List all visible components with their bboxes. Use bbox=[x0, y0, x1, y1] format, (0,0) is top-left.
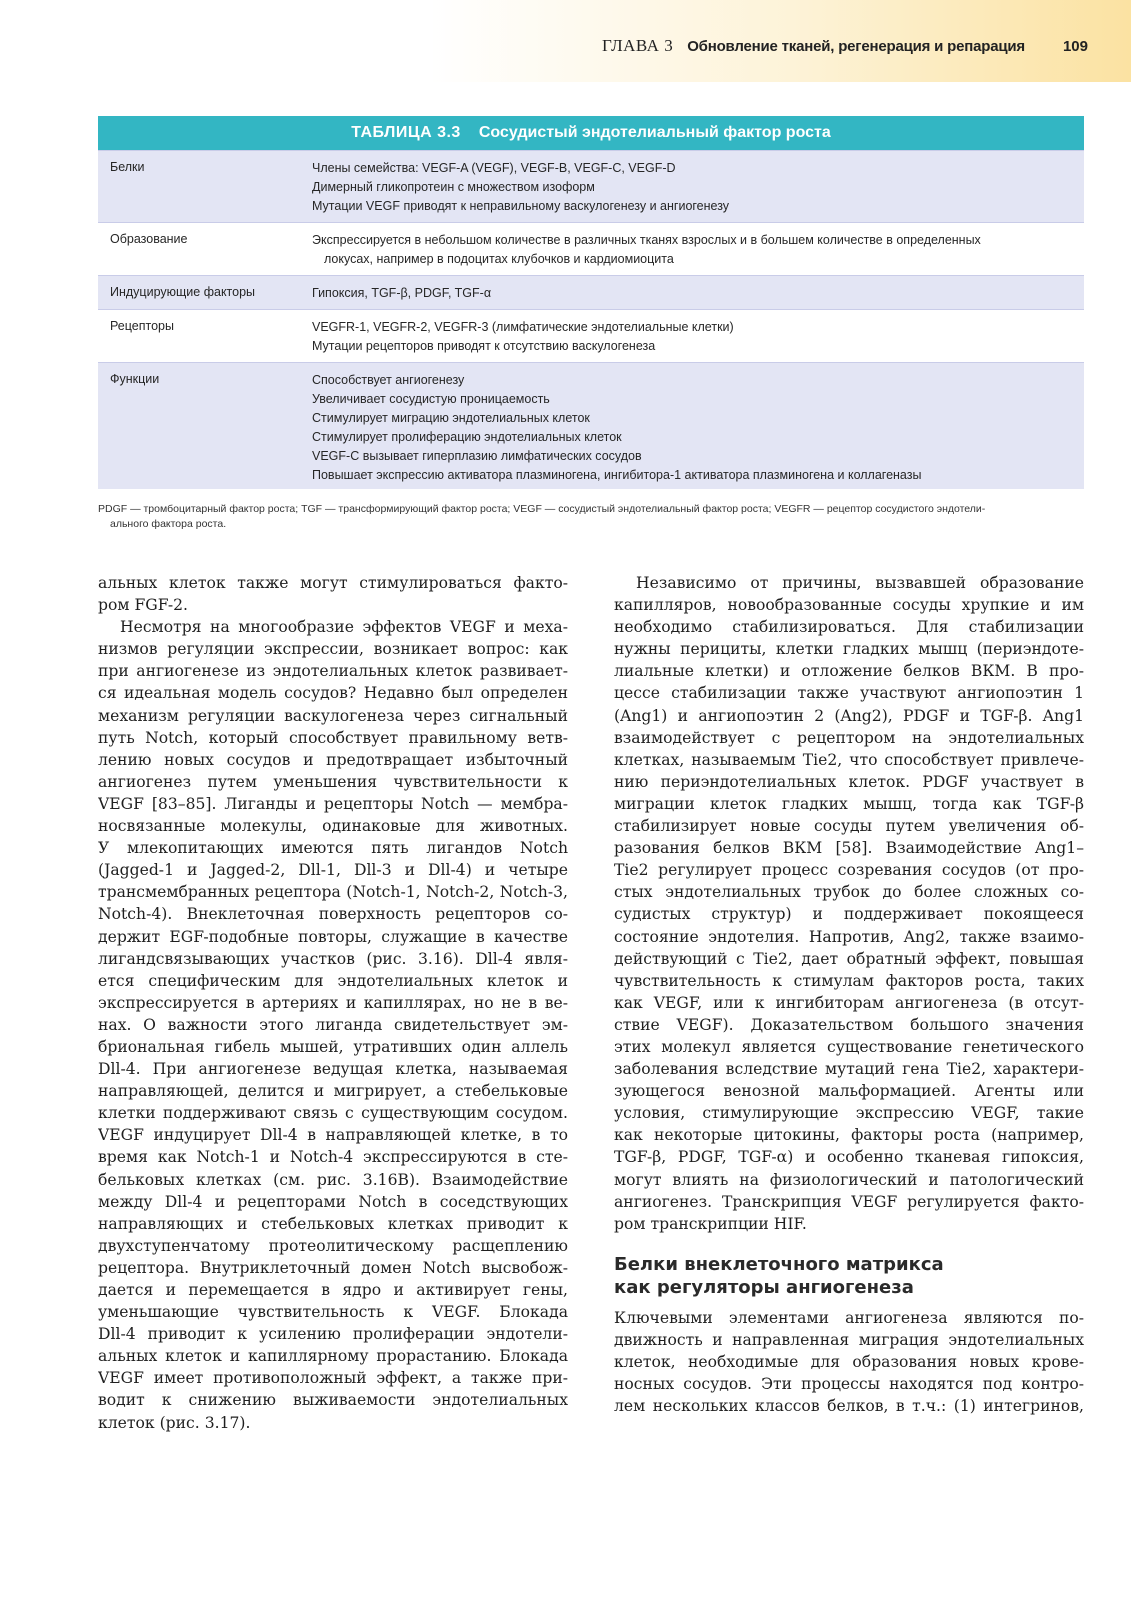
row-cell-text: Мутации VEGF приводят к неправильному васкулогенезу и ангиогенезу bbox=[312, 199, 730, 213]
text-line: зующегося венозной мальформацией. Агенты или bbox=[614, 1082, 1084, 1101]
text-line: время как Notch-1 и Notch-4 экспрессируются в сте- bbox=[98, 1148, 568, 1167]
text-line: носвязанные молекулы, одинаковые для животных. bbox=[98, 817, 568, 836]
text-line: Ключевыми элементами ангиогенеза являются по- bbox=[614, 1308, 1084, 1327]
text-line: VEGF [83–85]. Лиганды и рецепторы Notch — мембра- bbox=[98, 794, 568, 813]
text-line: TGF-β, PDGF, TGF-α) и особенно тканевая гипоксия, bbox=[614, 1148, 1084, 1167]
text-line: клеток (рис. 3.17). bbox=[98, 1413, 251, 1432]
running-header bbox=[602, 36, 1088, 60]
row-cell-text: Димерный гликопротеин с множеством изоформ bbox=[312, 180, 595, 194]
text-line: движность и направленная миграция эндотелиальных bbox=[614, 1330, 1084, 1349]
row-cells bbox=[312, 310, 1084, 362]
text-line: Независимо от причины, вызвавшей образование bbox=[636, 574, 1084, 592]
row-label: Индуцирующие факторы bbox=[110, 285, 256, 299]
text-line: ангиогенез. Транскрипция VEGF регулируется факто- bbox=[614, 1192, 1084, 1211]
text-line: необходимо стабилизироваться. Для стабилизации bbox=[614, 618, 1084, 637]
right-text-column bbox=[614, 572, 1084, 1417]
text-line: лению новых сосудов и предотвращает избыточный bbox=[98, 750, 568, 769]
right-paragraph bbox=[614, 572, 1084, 1235]
row-cells bbox=[312, 363, 1084, 489]
row-cell-text: Стимулирует миграцию эндотелиальных клеток bbox=[312, 411, 590, 425]
text-line: трансмембранных рецептора (Notch-1, Notch-2, Notch-3, bbox=[98, 883, 568, 902]
text-line: путь Notch, который способствует правильному ветв- bbox=[98, 728, 568, 747]
text-line: при ангиогенезе из эндотелиальных клеток развивает- bbox=[98, 662, 568, 681]
text-line: нию периэндотелиальных клеток. PDGF участвует в bbox=[614, 772, 1084, 791]
row-cell-text: Члены семейства: VEGF-A (VEGF), VEGF-B, VEGF-C, VEGF-D bbox=[312, 161, 676, 175]
table-row bbox=[98, 275, 1084, 309]
text-line: капилляров, новообразованные сосуды хрупкие и им bbox=[614, 596, 1084, 615]
text-line: стабилизирует новые сосуды путем увеличения об- bbox=[614, 817, 1084, 836]
row-label: Образование bbox=[110, 232, 188, 246]
text-line: экспрессируется в артериях и капиллярах, но не в ве- bbox=[98, 993, 568, 1012]
text-line: разования белков ВКМ [58]. Взаимодействие Ang1– bbox=[614, 839, 1084, 858]
text-line: VEGF индуцирует Dll-4 в направляющей клетке, в то bbox=[98, 1126, 568, 1145]
row-cell-text: Увеличивает сосудистую проницаемость bbox=[312, 392, 550, 406]
row-label: Функции bbox=[110, 372, 160, 386]
text-line: Dll-4 приводит к усилению пролиферации эндотели- bbox=[98, 1325, 568, 1344]
text-line: ангиогенез путем уменьшения чувствительности к bbox=[98, 772, 568, 791]
text-line: (Ang1) и ангиопоэтин 2 (Ang2), PDGF и TGF-β. Ang1 bbox=[614, 706, 1084, 725]
table-row bbox=[98, 150, 1084, 222]
text-line: бельковых клетках (см. рис. 3.16B). Взаимодействие bbox=[98, 1170, 568, 1189]
text-line: лигандсвязывающих участков (рис. 3.16). Dll-4 явля- bbox=[98, 949, 568, 968]
text-line: Несмотря на многообразие эффектов VEGF и меха- bbox=[120, 618, 568, 637]
table-row bbox=[98, 222, 1084, 275]
text-line: взаимодействует с рецептором на эндотелиальных bbox=[614, 728, 1084, 747]
text-line: могут влиять на физиологический и патологический bbox=[614, 1170, 1084, 1189]
row-cell-text: локусах, например в подоцитах клубочков и кардиомиоцита bbox=[324, 252, 674, 266]
table-caption: Сосудистый эндотелиальный фактор роста bbox=[478, 124, 831, 141]
text-line: чувствительность к стимулам факторов роста, таких bbox=[614, 971, 1084, 990]
table-number: ТАБЛИЦА 3.3 bbox=[351, 124, 461, 141]
text-line: этих молекул является существование генетического bbox=[614, 1037, 1084, 1056]
text-line: VEGF имеет противоположный эффект, а также при- bbox=[98, 1369, 568, 1388]
text-line: заболевания вследствие мутаций гена Tie2, характери- bbox=[614, 1060, 1084, 1079]
text-line: Tie2 регулирует процесс созревания сосудов (от про- bbox=[614, 861, 1084, 880]
text-line: альных клеток и капиллярному прорастанию. Блокада bbox=[98, 1347, 568, 1366]
text-line: ром транскрипции HIF. bbox=[614, 1214, 807, 1233]
text-line: ется специфическим для эндотелиальных клеток и bbox=[98, 971, 568, 990]
text-line: носных сосудов. Эти процессы находятся под контро- bbox=[614, 1375, 1084, 1394]
text-line: стых эндотелиальных трубок до более сложных со- bbox=[614, 883, 1084, 902]
table-footnote bbox=[98, 502, 1084, 532]
row-cells bbox=[312, 223, 1084, 275]
page-number: 109 bbox=[1062, 38, 1088, 55]
text-line: двухступенчатому протеолитическому расщеплению bbox=[98, 1236, 568, 1255]
text-line: лиальные клетки) и отложение белков ВКМ. В про- bbox=[614, 662, 1084, 681]
text-line: уменьшающие чувствительность к VEGF. Блокада bbox=[98, 1303, 568, 1322]
text-line: водит к снижению выживаемости эндотелиальных bbox=[98, 1391, 568, 1410]
text-line: цессе стабилизации также участвуют ангиопоэтин 1 bbox=[614, 684, 1084, 703]
footnote-line: PDGF — тромбоцитарный фактор роста; TGF — трансформирующий фактор роста; VEGF — сосудистый эндотелиальный фактор роста; VEGFR — рецептор сосудистого эндотели- bbox=[98, 503, 986, 515]
text-line: ром FGF-2. bbox=[98, 596, 188, 615]
row-cell-text: Экспрессируется в небольшом количестве в различных тканях взрослых и в большем количестве в определенных bbox=[312, 233, 981, 247]
text-line: клеток, необходимые для образования новых крове- bbox=[614, 1353, 1084, 1371]
text-line: Notch-4). Внеклеточная поверхность рецепторов со- bbox=[98, 905, 568, 924]
text-line: низмов регуляции экспрессии, возникает вопрос: как bbox=[98, 640, 568, 659]
table-row bbox=[98, 309, 1084, 362]
text-line: условия, стимулирующие экспрессию VEGF, такие bbox=[614, 1104, 1084, 1123]
text-line: лем нескольких классов белков, в т.ч.: (1) интегринов, bbox=[614, 1397, 1084, 1416]
text-line: направляющих и стебельковых клетках приводит к bbox=[98, 1214, 568, 1233]
text-line: миграции клеток гладких мышц, тогда как TGF-β bbox=[614, 794, 1084, 813]
text-line: Dll-4. При ангиогенезе ведущая клетка, называемая bbox=[98, 1060, 568, 1079]
row-cell-text: Повышает экспрессию активатора плазминогена, ингибитора-1 активатора плазминогена и коллагеназы bbox=[312, 468, 922, 482]
text-line: бриональная гибель мышей, утративших один аллель bbox=[98, 1037, 568, 1056]
text-line: альных клеток также могут стимулироваться факто- bbox=[98, 574, 568, 592]
row-cell-text: Способствует ангиогенезу bbox=[312, 373, 465, 387]
text-line: клетки поддерживают связь с существующим сосудом. bbox=[98, 1104, 568, 1123]
text-line: дается и перемещается в ядро и активирует гены, bbox=[98, 1281, 568, 1299]
row-cell-text: VEGFR-1, VEGFR-2, VEGFR-3 (лимфатические эндотелиальные клетки) bbox=[312, 320, 734, 334]
row-cell-text: VEGF-C вызывает гиперплазию лимфатических сосудов bbox=[312, 449, 642, 463]
left-text-column bbox=[98, 572, 568, 1434]
text-line: судистых структур) и поддерживает покоящееся bbox=[614, 905, 1084, 924]
text-line: держит EGF-подобные повторы, служащие в качестве bbox=[98, 927, 568, 946]
section-paragraph bbox=[614, 1307, 1084, 1417]
text-line: механизм регуляции васкулогенеза через сигнальный bbox=[98, 706, 568, 725]
row-cells bbox=[312, 276, 1084, 309]
footnote-line: ального фактора роста. bbox=[110, 518, 227, 530]
text-line: состояние эндотелия. Напротив, Ang2, также взаимо- bbox=[614, 927, 1084, 946]
text-line: ся идеальная модель сосудов? Недавно был определен bbox=[98, 684, 568, 703]
row-cell-text: Стимулирует пролиферацию эндотелиальных клеток bbox=[312, 430, 622, 444]
text-line: клетках, называемым Tie2, что способствует привлече- bbox=[614, 750, 1084, 769]
section-heading-line: как регуляторы ангиогенеза bbox=[614, 1276, 914, 1298]
vegf-table bbox=[98, 116, 1084, 489]
row-cells bbox=[312, 151, 1084, 222]
text-line: действующий с Tie2, дает обратный эффект, повышая bbox=[614, 949, 1084, 968]
text-line: рецептора. Внутриклеточный домен Notch высвобож- bbox=[98, 1258, 568, 1277]
text-line: направляющей, делится и мигрирует, а стебельковые bbox=[98, 1082, 568, 1101]
chapter-title: Обновление тканей, регенерация и репарация bbox=[687, 38, 1025, 55]
text-line: как некоторые цитокины, факторы роста (например, bbox=[614, 1126, 1084, 1145]
row-cell-text: Мутации рецепторов приводят к отсутствию васкулогенеза bbox=[312, 339, 656, 353]
text-line: У млекопитающих имеются пять лигандов Notch bbox=[98, 839, 568, 858]
text-line: как VEGF, или к ингибиторам ангиогенеза (в отсут- bbox=[614, 993, 1084, 1012]
text-line: нах. О важности этого лиганда свидетельствует эм- bbox=[98, 1015, 568, 1034]
table-title bbox=[98, 116, 1084, 150]
section-heading-line: Белки внеклеточного матрикса bbox=[614, 1253, 944, 1275]
row-label: Рецепторы bbox=[110, 319, 174, 333]
text-line: между Dll-4 и рецепторами Notch в соседствующих bbox=[98, 1192, 568, 1211]
row-cell-text: Гипоксия, TGF-β, PDGF, TGF-α bbox=[312, 286, 492, 300]
text-line: ствие VEGF). Доказательством большого значения bbox=[614, 1015, 1084, 1034]
row-label: Белки bbox=[110, 160, 145, 174]
text-line: (Jagged-1 и Jagged-2, Dll-1, Dll-3 и Dll-4) и четыре bbox=[98, 861, 568, 880]
section-heading bbox=[614, 1253, 1084, 1299]
text-line: нужны перициты, клетки гладких мышц (периэндоте- bbox=[614, 640, 1084, 659]
chapter-label: ГЛАВА 3 bbox=[602, 36, 674, 55]
table-row bbox=[98, 362, 1084, 489]
